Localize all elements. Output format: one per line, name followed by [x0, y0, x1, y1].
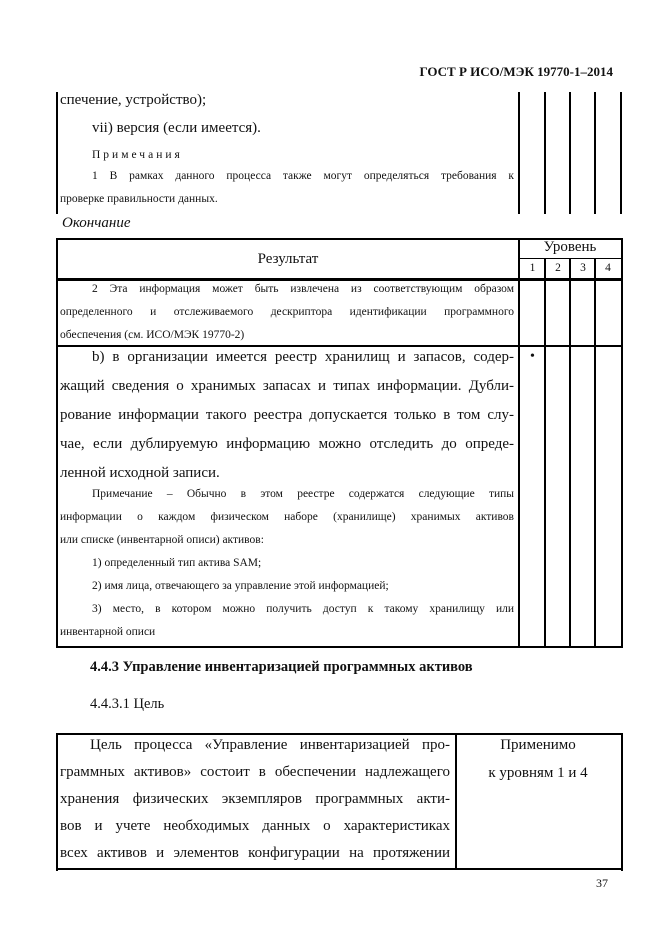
text-line: vii) версия (если имеется).: [92, 120, 261, 136]
text-line: хранения физических экземпляров программных акти-: [60, 791, 450, 807]
level-1-marker: •: [530, 349, 535, 364]
table-border: [620, 92, 622, 214]
text-line: рование информации такого реестра допускается только в том слу-: [60, 407, 514, 423]
applicable-levels: к уровням 1 и 4: [488, 765, 588, 781]
text-line: 3) место, в котором можно получить доступ к такому хранилищу или: [92, 603, 514, 615]
page-number: 37: [596, 876, 608, 890]
text-line: 1) определенный тип актива SAM;: [92, 557, 262, 569]
document-id-header: ГОСТ Р ИСО/МЭК 19770-1–2014: [419, 64, 613, 79]
text-line: Примечание – Обычно в этом реестре содержатся следующие типы: [92, 488, 514, 500]
column-divider: [569, 258, 571, 646]
table-border: [569, 92, 571, 214]
level-2-header: 2: [555, 262, 561, 274]
text-line: чае, если дублируемую информацию можно отследить до опреде-: [60, 436, 514, 452]
level-3-header: 3: [580, 262, 586, 274]
text-line: жащий сведения о хранимых запасах и типах информации. Дубли-: [60, 378, 514, 394]
level-1-header: 1: [529, 262, 536, 274]
table-border: [56, 92, 58, 214]
text-line: определенного и отслеживаемого дескриптора идентификации программного: [60, 306, 514, 318]
level-4-header: 4: [605, 262, 611, 274]
table-caption: Окончание: [62, 215, 131, 231]
text-line: b) в организации имеется реестр хранилищ и запасов, содер-: [92, 349, 514, 365]
text-line: граммных активов» состоит в обеспечении надлежащего: [60, 764, 450, 780]
column-header-result: Результат: [257, 251, 319, 267]
text-line: 2 Эта информация может быть извлечена из соответствующим образом: [92, 283, 514, 295]
text-line: 2) имя лица, отвечающего за управление этой информацией;: [92, 580, 389, 592]
notes-label: Примечания: [92, 149, 183, 161]
column-divider: [518, 238, 520, 646]
text-line: ленной исходной записи.: [60, 465, 220, 481]
text-line: Цель процесса «Управление инвентаризацией про-: [90, 737, 450, 753]
text-line: спечение, устройство);: [60, 92, 207, 108]
table-border: [518, 92, 520, 214]
text-line: 1 В рамках данного процесса также могут определяться требования к: [92, 170, 514, 182]
table-border: [594, 92, 596, 214]
text-line: вов и учете необходимых данных о характеристиках: [60, 818, 450, 834]
applicable-label: Применимо: [500, 737, 576, 753]
column-header-level: Уровень: [543, 239, 597, 255]
column-divider: [594, 258, 596, 646]
text-line: обеспечения (см. ИСО/МЭК 19770-2): [60, 329, 245, 341]
text-line: проверке правильности данных.: [60, 193, 218, 205]
row-divider: [56, 345, 621, 347]
section-heading: 4.4.3 Управление инвентаризацией программных активов: [90, 659, 473, 675]
goal-box-bottom: [56, 868, 621, 870]
table-border: [544, 92, 546, 214]
header-divider: [56, 278, 621, 281]
text-line: всех активов и элементов конфигурации на протяжении: [60, 845, 450, 861]
text-line: информации о каждом физическом наборе (хранилище) хранимых активов: [60, 511, 514, 523]
column-divider: [544, 258, 546, 646]
text-line: или списке (инвентарной описи) активов:: [60, 534, 264, 546]
subsection-heading: 4.4.3.1 Цель: [90, 696, 165, 712]
text-line: инвентарной описи: [60, 626, 156, 638]
